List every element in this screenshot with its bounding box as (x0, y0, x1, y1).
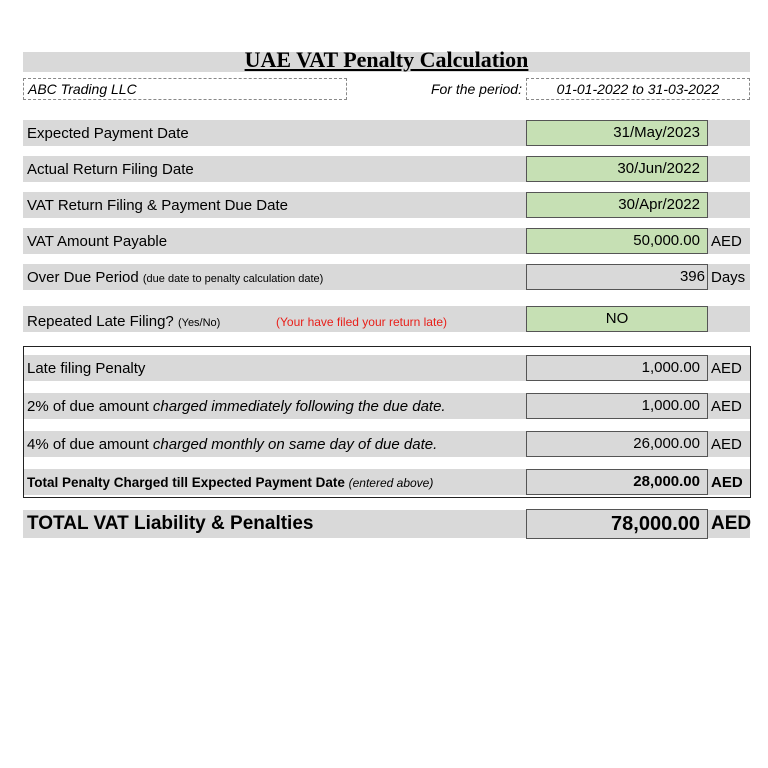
over-due-value: 396 (526, 264, 708, 290)
over-due-label-text: Over Due Period (27, 269, 139, 286)
grand-total-unit: AED (711, 513, 752, 534)
over-due-unit: Days (711, 269, 746, 286)
vat-amount-label: VAT Amount Payable (27, 233, 168, 250)
total-penalty-unit: AED (711, 474, 743, 491)
two-percent-value: 1,000.00 (526, 393, 708, 419)
two-percent-label-plain: 2% of due amount (27, 398, 153, 415)
page-title: UAE VAT Penalty Calculation (244, 47, 529, 72)
company-name-field[interactable]: ABC Trading LLC (23, 78, 347, 100)
repeated-note: (Your have filed your return late) (276, 315, 447, 329)
title-band (23, 47, 750, 72)
vat-amount-unit: AED (711, 233, 742, 250)
vat-amount-input[interactable]: 50,000.00 (526, 228, 708, 254)
total-penalty-value: 28,000.00 (526, 469, 708, 495)
due-date-input[interactable]: 30/Apr/2022 (526, 192, 708, 218)
four-percent-label-plain: 4% of due amount (27, 436, 153, 453)
expected-payment-label: Expected Payment Date (27, 125, 189, 142)
four-percent-unit: AED (711, 436, 742, 453)
repeated-label-text: Repeated Late Filing? (27, 313, 174, 330)
total-penalty-label (27, 475, 433, 490)
actual-filing-input[interactable]: 30/Jun/2022 (526, 156, 708, 182)
four-percent-label (27, 436, 437, 453)
total-penalty-label-text: Total Penalty Charged till Expected Payment Date (27, 475, 345, 490)
late-filing-label: Late filing Penalty (27, 360, 146, 377)
period-value-field[interactable]: 01-01-2022 to 31-03-2022 (526, 78, 750, 100)
due-date-label: VAT Return Filing & Payment Due Date (27, 197, 288, 214)
repeated-sublabel: (Yes/No) (177, 317, 221, 329)
over-due-sublabel: (due date to penalty calculation date) (142, 273, 324, 285)
two-percent-unit: AED (711, 398, 742, 415)
four-percent-value: 26,000.00 (526, 431, 708, 457)
grand-total-label: TOTAL VAT Liability & Penalties (27, 513, 314, 534)
two-percent-label (27, 398, 446, 415)
repeated-label (27, 313, 220, 330)
over-due-label (27, 269, 323, 286)
two-percent-label-italic: charged immediately following the due date. (152, 398, 446, 415)
actual-filing-label: Actual Return Filing Date (27, 161, 194, 178)
repeated-select[interactable]: NO (526, 306, 708, 332)
total-penalty-sublabel: (entered above) (348, 476, 434, 490)
grand-total-value: 78,000.00 (526, 509, 708, 539)
four-percent-label-italic: charged monthly on same day of due date. (152, 436, 438, 453)
period-label: For the period: (430, 81, 522, 97)
expected-payment-input[interactable]: 31/May/2023 (526, 120, 708, 146)
late-filing-value: 1,000.00 (526, 355, 708, 381)
late-filing-unit: AED (711, 360, 742, 377)
